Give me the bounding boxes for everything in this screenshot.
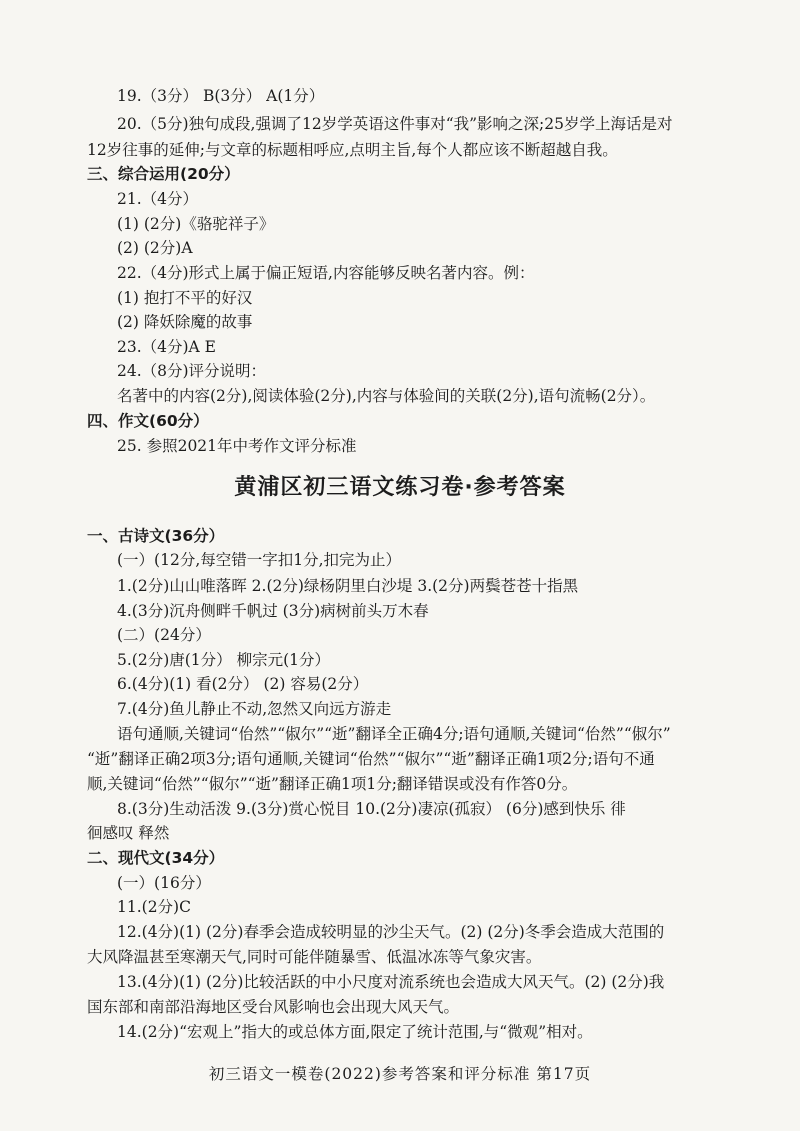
part-1-heading: (一）(12分,每空错一字扣1分,扣完为止） [117, 551, 402, 569]
answer-25: 25. 参照2021年中考作文评分标准 [117, 437, 357, 455]
document-title: 黄浦区初三语文练习卷·参考答案 [234, 475, 566, 500]
part-2-heading: (二）(24分） [117, 626, 211, 644]
answer-5: 5.(2分)唐(1分） 柳宗元(1分） [117, 651, 330, 669]
answer-22-1: (1) 抱打不平的好汉 [117, 289, 253, 307]
answer-7-criteria-3: 顺,关键词“佁然”“俶尔”“逝”翻译正确1项1分;翻译错误或没有作答0分。 [87, 775, 578, 793]
section-heading-2: 二、现代文(34分） [87, 849, 225, 867]
answer-21-2: (2) (2分)A [117, 239, 193, 257]
answer-13-line-2: 国东部和南部沿海地区受台风影响也会出现大风天气。 [87, 998, 460, 1016]
section-heading-1: 一、古诗文(36分） [87, 527, 225, 545]
section-heading-4: 四、作文(60分） [87, 412, 209, 430]
answer-11: 11.(2分)C [117, 898, 191, 916]
section-heading-3: 三、综合运用(20分） [87, 165, 240, 183]
answer-22: 22.（4分)形式上属于偏正短语,内容能够反映名著内容。例： [117, 264, 535, 282]
answer-23: 23.（4分)A E [117, 338, 216, 356]
answer-13-line-1: 13.(4分)(1) (2分)比较活跃的中小尺度对流系统也会造成大风天气。(2) (2分)我 [117, 973, 665, 991]
answer-6: 6.(4分)(1) 看(2分） (2) 容易(2分） [117, 675, 369, 693]
answer-14: 14.(2分)“宏观上”指大的或总体方面,限定了统计范围,与“微观”相对。 [117, 1023, 593, 1041]
answer-7-criteria-2: “逝”翻译正确2项3分;语句通顺,关键词“佁然”“俶尔”“逝”翻译正确1项2分;语句不通 [87, 750, 655, 768]
answer-1-3: 1.(2分)山山唯落晖 2.(2分)绿杨阴里白沙堤 3.(2分)两鬓苍苍十指黑 [117, 577, 579, 595]
answer-7: 7.(4分)鱼儿静止不动,忽然又向远方游走 [117, 700, 392, 718]
answer-20-line-1: 20.（5分)独句成段,强调了12岁学英语这件事对“我”影响之深;25岁学上海话是对 [117, 115, 673, 133]
answer-22-2: (2) 降妖除魔的故事 [117, 313, 253, 331]
answer-7-criteria-1: 语句通顺,关键词“佁然”“俶尔”“逝”翻译全正确4分;语句通顺,关键词“佁然”“俶尔” [117, 725, 671, 743]
answer-8-10: 8.(3分)生动活泼 9.(3分)赏心悦目 10.(2分)凄凉(孤寂） (6分)感到快乐 徘 [117, 800, 626, 818]
answer-12-line-1: 12.(4分)(1) (2分)春季会造成较明显的沙尘天气。(2) (2分)冬季会造成大范围的 [117, 923, 665, 941]
answer-21-1: (1) (2分)《骆驼祥子》 [117, 215, 275, 233]
answer-20-line-2: 12岁往事的延伸;与文章的标题相呼应,点明主旨,每个人都应该不断超越自我。 [87, 141, 618, 159]
answer-21: 21.（4分） [117, 190, 199, 208]
page-footer: 初三语文一模卷(2022)参考答案和评分标准 第17页 [208, 1065, 592, 1083]
answer-10-continued: 徊感叹 释然 [87, 824, 170, 842]
answer-4: 4.(3分)沉舟侧畔千帆过 (3分)病树前头万木春 [117, 602, 429, 620]
answer-24-detail: 名著中的内容(2分),阅读体验(2分),内容与体验间的关联(2分),语句流畅(2分）。 [117, 387, 656, 405]
answer-19: 19.（3分） B(3分） A(1分） [117, 87, 325, 105]
answer-12-line-2: 大风降温甚至寒潮天气,同时可能伴随暴雪、低温冰冻等气象灾害。 [87, 948, 542, 966]
modern-part-1-heading: (一）(16分） [117, 874, 211, 892]
answer-24: 24.（8分)评分说明： [117, 362, 267, 380]
